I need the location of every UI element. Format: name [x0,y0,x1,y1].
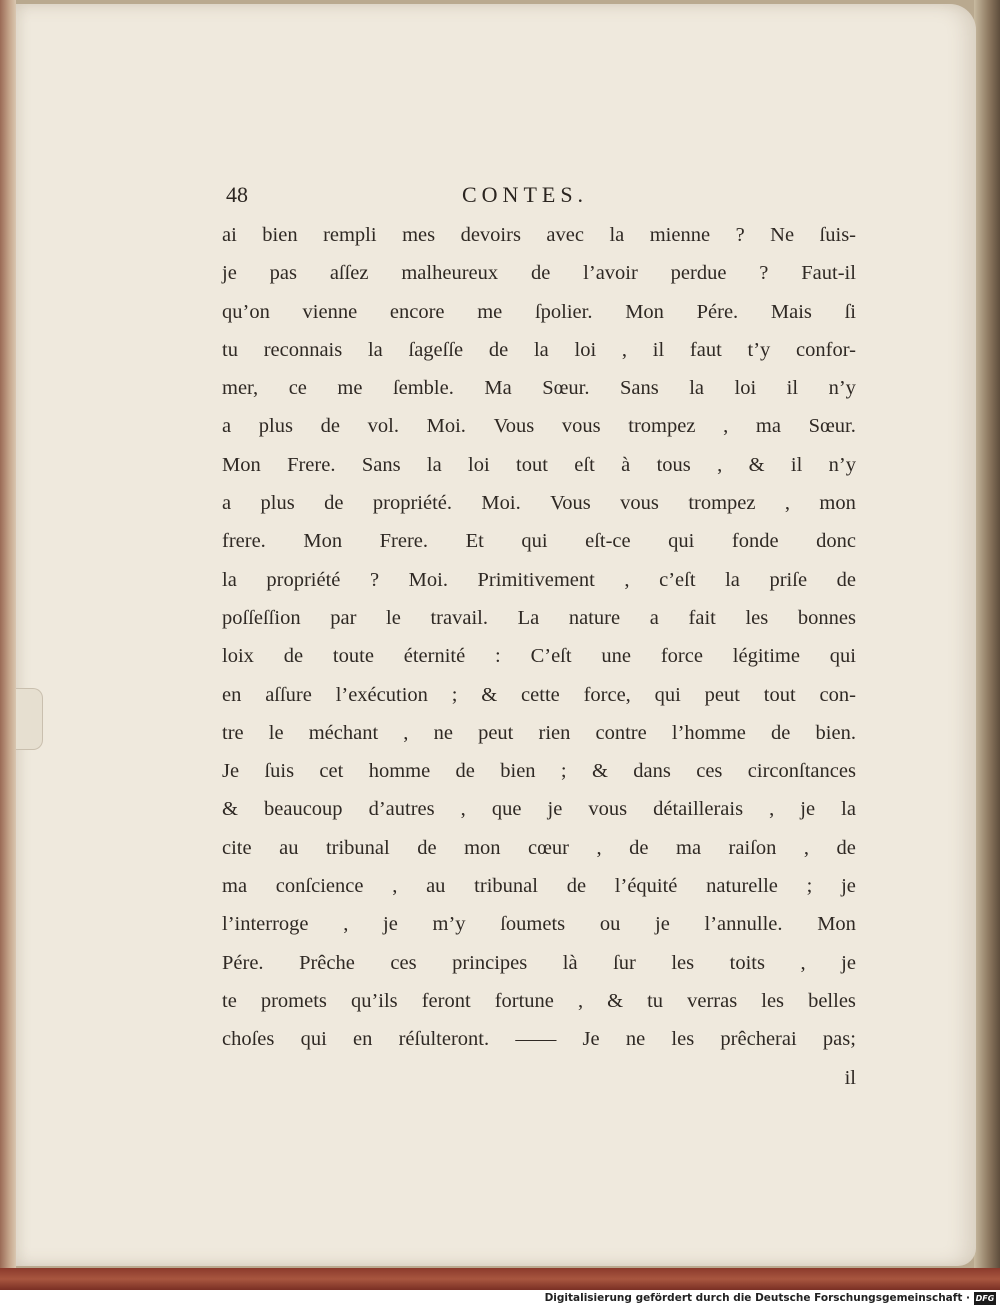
line-text [222,293,856,331]
text-line [222,944,856,982]
word: n’y [828,453,856,476]
footer-bar [0,1290,1000,1308]
word: le [386,606,401,629]
page-clip-tab [16,688,43,750]
word: —— [515,1028,557,1051]
word: fait [688,606,716,629]
word: de [836,568,856,591]
dfg-logo: DFG [975,1294,995,1303]
word: ou [599,913,621,936]
word: , [723,415,729,438]
text-line [222,599,856,637]
word: en [222,683,242,706]
word: plus [260,492,295,515]
text-line [222,484,856,522]
word: que [491,798,522,821]
word: vous [620,492,659,515]
word: éternité [403,645,466,668]
word: faut [689,338,722,361]
text-line [222,982,856,1020]
word: , [392,875,398,898]
word: Moi. [481,492,521,515]
word: Sans [619,377,659,400]
word: , [800,951,806,974]
word: Mon [222,453,261,476]
word: rien [538,721,571,744]
word: ? [735,224,745,246]
word: l’interroge [222,913,309,936]
word: la [426,453,442,476]
word: bien [500,760,536,783]
word: de [771,721,791,744]
word: l’équité [614,875,678,898]
word: vienne [302,300,358,323]
word: Mon [817,913,856,936]
text-line [222,254,856,292]
word: de [324,492,344,515]
text-line [222,561,856,599]
page-fore-edge [974,0,1000,1270]
word: qui [829,645,856,668]
word: qui [668,530,695,553]
word: homme [368,760,431,783]
word: bonnes [797,606,856,629]
line-text [222,982,856,1020]
word: , [403,721,409,744]
word: Mais [770,300,812,323]
word: bien. [815,721,856,744]
word: me [337,377,363,400]
text-line [222,446,856,484]
word: tre [222,721,244,744]
line-text [222,905,856,943]
word: ce [288,377,307,400]
text-line [222,293,856,331]
word: me [477,300,503,323]
word: la [533,338,549,361]
word: , [717,453,723,476]
word: ; [560,760,567,783]
word: ne [433,721,453,744]
word: a [222,415,232,438]
word: t’y [747,338,771,361]
line-text [222,254,856,292]
text-line [222,714,856,752]
word: de [566,875,587,898]
word: ſi [844,300,856,323]
text-line [222,905,856,943]
word: raiſon [728,836,777,859]
word: ſuis [264,760,295,783]
word: trompez [628,415,696,438]
text-line [222,1059,856,1097]
line-text [222,484,856,522]
word: ? [369,568,380,591]
word: priſe [769,568,808,591]
word: te [222,989,237,1012]
word: Faut-il [801,262,856,285]
word: la [725,568,740,591]
word: bien [262,224,298,246]
word: ſoumets [500,913,566,936]
line-text [222,790,856,828]
word: plus [258,415,293,438]
word: Moi. [408,568,448,591]
word: avec [546,224,584,246]
line-text [222,676,856,714]
word: , [596,836,602,859]
word: les [761,989,785,1012]
word: ces [390,951,417,974]
word: mes [402,224,436,246]
word: , [343,913,349,936]
word: eſt [574,453,595,476]
word: loi [468,453,490,476]
word: & [591,760,608,783]
word: cet [319,760,344,783]
word: peut [704,683,740,706]
word: con- [819,683,856,706]
word: Ne [770,224,795,246]
word: & [748,453,765,476]
word: ? [759,262,769,285]
word: méchant [308,721,379,744]
word: ces [696,760,723,783]
word: Mon [303,530,343,553]
book-cover-edge [0,1268,1000,1290]
word: tout [516,453,548,476]
word: la [367,338,383,361]
word: toits [729,951,765,974]
word: loi [574,338,597,361]
word: de [320,415,340,438]
word: Primitivement [477,568,595,591]
word: je [841,875,856,898]
word: cœur [528,836,570,859]
line-text [222,829,856,867]
word: en [353,1028,373,1051]
word: qui [300,1028,327,1051]
word: au [426,875,446,898]
text-line [222,752,856,790]
word: la [689,377,704,400]
word: force [660,645,703,668]
word: la [841,798,856,821]
word: circonſtances [747,760,856,783]
word: contre [595,721,647,744]
word: , [621,338,628,361]
word: Sœur. [808,415,856,438]
page-number: 48 [226,182,248,207]
word: Vous [550,492,591,515]
word: poſſeſſion [222,606,301,629]
word: dans [633,760,671,783]
word: de [417,836,437,859]
word: de [455,760,475,783]
text-line [222,676,856,714]
word: cite [222,836,252,859]
text-line [222,331,856,369]
word: conſcience [275,875,364,898]
word: les [671,951,695,974]
word: Ma [484,377,512,400]
word: réſulteront. [398,1028,490,1051]
word: ai [222,224,237,246]
word: je [222,262,237,285]
word: par [330,606,357,629]
word: ma [676,836,702,859]
word: Pére. [696,300,739,323]
word: ſpolier. [534,300,593,323]
word: verras [687,989,738,1012]
word: une [601,645,632,668]
text-line [222,829,856,867]
word: naturelle [706,875,778,898]
running-head: CONTES. [462,182,589,207]
word: ſur [613,951,636,974]
word: m’y [432,913,466,936]
word: aſſez [329,262,369,285]
word: C’eſt [530,645,572,668]
word: les [671,1028,695,1051]
word: Et [465,530,484,553]
text-line [222,407,856,445]
word: Moi. [426,415,466,438]
word: il [652,338,665,361]
line-text [222,369,856,407]
word: de [283,645,304,668]
word: & [481,683,498,706]
word: ma [755,415,781,438]
word: : [495,645,501,668]
word: fonde [731,530,779,553]
word: & [222,798,238,821]
word: la [609,224,625,246]
line-text [222,522,856,560]
word: eſt-ce [585,530,631,553]
text-line [222,867,856,905]
line-text [222,599,856,637]
word: confor- [796,338,856,361]
word: d’autres [368,798,435,821]
word: Prêche [299,951,355,974]
word: pas [269,262,297,285]
word: les [745,606,769,629]
word: feront [421,989,471,1012]
word: mon [464,836,501,859]
word: je [800,798,816,821]
word: de [530,262,551,285]
word: de [836,836,856,859]
word: tout [763,683,796,706]
text-line [222,522,856,560]
word: travail. [430,606,488,629]
word: force, [583,683,631,706]
word: ſemble. [392,377,454,400]
word: je [655,913,670,936]
word: , [803,836,809,859]
word: tribunal [325,836,390,859]
word: mienne [649,224,711,246]
word: de [488,338,509,361]
word: l’exécution [335,683,428,706]
word: je [547,798,563,821]
word: c’eſt [659,568,696,591]
word: Vous [493,415,535,438]
word: , [784,492,791,515]
word: Je [222,760,240,783]
word: il [786,377,799,400]
word: aſſure [265,683,312,706]
word: ſuis- [819,224,856,246]
word: Frere. [379,530,429,553]
text-line [222,637,856,675]
word: vol. [367,415,399,438]
line-text [222,944,856,982]
line-text [222,714,856,752]
word: frere. [222,530,266,553]
word: prêcherai [720,1028,797,1051]
word: au [279,836,299,859]
word: perdue [670,262,727,285]
word: a [649,606,659,629]
word: rempli [323,224,377,246]
word: malheureux [401,262,499,285]
word: belles [808,989,856,1012]
word: promets [260,989,327,1012]
word: mon [819,492,856,515]
word: vous [561,415,601,438]
word: la [222,568,237,591]
word: beaucoup [264,798,343,821]
line-text [222,1020,856,1058]
word: l’avoir [583,262,638,285]
word: , [577,989,584,1012]
book-spine-edge [0,0,16,1290]
word: tous [656,453,691,476]
word: qui [654,683,681,706]
page-header [226,182,858,218]
word: cette [521,683,560,706]
word: tu [647,989,664,1012]
word: & [607,989,624,1012]
word: trompez [688,492,756,515]
word: propriété. [372,492,452,515]
word: n’y [828,377,856,400]
word: Mon [625,300,664,323]
line-text [222,637,856,675]
word: principes [452,951,528,974]
word: donc [816,530,856,553]
word: tribunal [474,875,538,898]
word: loi [734,377,757,400]
word: Sans [361,453,401,476]
word: pas; [822,1028,856,1051]
word: devoirs [460,224,521,246]
word: l’annulle. [704,913,783,936]
word: Sœur. [542,377,590,400]
word: vous [588,798,628,821]
word: là [562,951,578,974]
line-text [222,407,856,445]
text-line [222,1020,856,1058]
word: qu’ils [350,989,398,1012]
word: je [841,951,856,974]
word: tu [222,338,238,361]
word: encore [389,300,445,323]
word: La [517,606,540,629]
word: ; [806,875,813,898]
word: peut [478,721,514,744]
word: , [624,568,630,591]
word: je [383,913,398,936]
word: a [222,492,232,515]
text-line [222,369,856,407]
word: il [790,453,803,476]
word: , [769,798,775,821]
line-text [222,446,856,484]
line-text [222,561,856,599]
text-line [222,216,856,254]
word: de [629,836,649,859]
word: nature [568,606,621,629]
word: Pére. [222,951,264,974]
digitization-credit: Digitalisierung gefördert durch die Deutsche Forschungsgemeinschaft · [544,1292,970,1304]
text-line [222,790,856,828]
word: , [460,798,466,821]
word: ne [625,1028,646,1051]
word: ; [451,683,458,706]
word: toute [332,645,374,668]
catchword: il [844,1066,856,1089]
word: légitime [732,645,800,668]
word: mer, [222,377,259,400]
word: Je [582,1028,600,1051]
line-text [222,216,856,254]
word: propriété [266,568,341,591]
word: fortune [494,989,554,1012]
line-text [222,867,856,905]
word: à [621,453,631,476]
word: choſes [222,1028,275,1051]
word: qu’on [222,300,270,323]
line-text [222,331,856,369]
word: détaillerais [653,798,744,821]
word: le [268,721,284,744]
word: qui [521,530,548,553]
body-text [222,216,856,1097]
word: loix [222,645,254,668]
word: Frere. [287,453,336,476]
word: ſageſſe [408,338,464,361]
line-text [222,752,856,790]
word: ma [222,875,248,898]
word: l’homme [671,721,746,744]
word: reconnais [263,338,343,361]
